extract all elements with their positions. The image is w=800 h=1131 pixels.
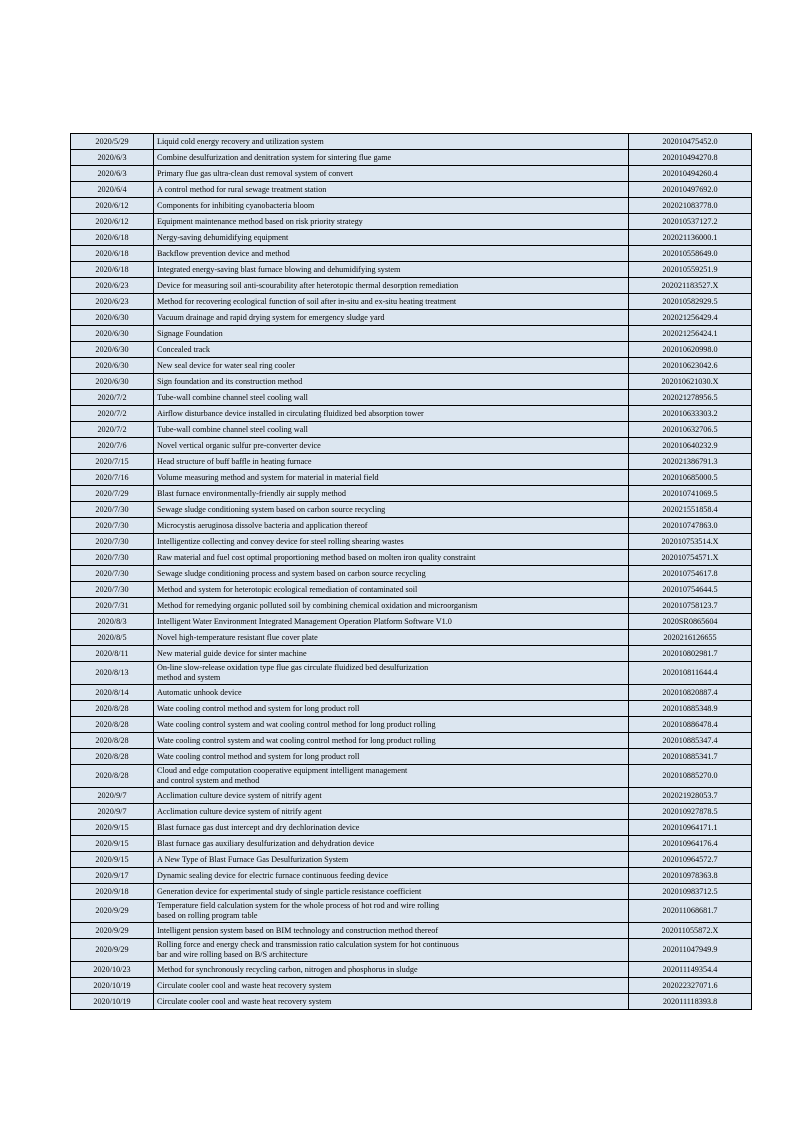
cell-title: Sewage sludge conditioning system based on carbon source recycling — [154, 502, 629, 518]
cell-date: 2020/7/30 — [71, 550, 154, 566]
cell-title: Tube-wall combine channel steel cooling wall — [154, 390, 629, 406]
cell-date: 2020/9/29 — [71, 900, 154, 923]
cell-application-number: 202010621030.X — [629, 374, 752, 390]
table-row — [71, 278, 752, 294]
cell-title: Wate cooling control system and wat cooling control method for long product rolling — [154, 717, 629, 733]
cell-title: Intelligent pension system based on BIM technology and construction method thereof — [154, 923, 629, 939]
cell-date: 2020/9/18 — [71, 884, 154, 900]
cell-application-number: 2020SR0865604 — [629, 614, 752, 630]
table-row — [71, 923, 752, 939]
cell-application-number: 202021278956.5 — [629, 390, 752, 406]
cell-application-number: 202010758123.7 — [629, 598, 752, 614]
cell-application-number: 202010623042.6 — [629, 358, 752, 374]
cell-date: 2020/6/18 — [71, 230, 154, 246]
table-row — [71, 438, 752, 454]
cell-date: 2020/7/29 — [71, 486, 154, 502]
cell-title: Intelligent Water Environment Integrated Management Operation Platform Software V1.0 — [154, 614, 629, 630]
cell-date: 2020/9/17 — [71, 868, 154, 884]
cell-date: 2020/8/13 — [71, 662, 154, 685]
table-row — [71, 198, 752, 214]
table-row — [71, 701, 752, 717]
cell-title: Blast furnace gas auxiliary desulfurization and dehydration device — [154, 836, 629, 852]
cell-date: 2020/7/6 — [71, 438, 154, 454]
table-row — [71, 939, 752, 962]
cell-date: 2020/6/30 — [71, 326, 154, 342]
table-row — [71, 717, 752, 733]
cell-date: 2020/5/29 — [71, 134, 154, 150]
cell-title: Temperature field calculation system for the whole process of hot rod and wire rolling based on rolling program table — [154, 900, 629, 923]
cell-application-number: 202010964572.7 — [629, 852, 752, 868]
cell-title: Dynamic sealing device for electric furnace continuous feeding device — [154, 868, 629, 884]
cell-application-number: 202010885270.0 — [629, 765, 752, 788]
table-row — [71, 598, 752, 614]
cell-date: 2020/6/12 — [71, 214, 154, 230]
cell-title: Backflow prevention device and method — [154, 246, 629, 262]
cell-application-number: 202010494260.4 — [629, 166, 752, 182]
cell-application-number: 202010620998.0 — [629, 342, 752, 358]
cell-title: Generation device for experimental study of single particle resistance coefficient — [154, 884, 629, 900]
cell-date: 2020/7/30 — [71, 502, 154, 518]
table-row — [71, 470, 752, 486]
cell-title: Blast furnace environmentally-friendly air supply method — [154, 486, 629, 502]
cell-title: Tube-wall combine channel steel cooling wall — [154, 422, 629, 438]
cell-application-number: 202010885347.4 — [629, 733, 752, 749]
cell-title: Head structure of buff baffle in heating furnace — [154, 454, 629, 470]
cell-application-number: 202010964171.1 — [629, 820, 752, 836]
table-row — [71, 422, 752, 438]
cell-date: 2020/7/30 — [71, 534, 154, 550]
table-row — [71, 582, 752, 598]
cell-title: New seal device for water seal ring cooler — [154, 358, 629, 374]
cell-title: Sewage sludge conditioning process and system based on carbon source recycling — [154, 566, 629, 582]
table-row — [71, 182, 752, 198]
cell-date: 2020/6/18 — [71, 246, 154, 262]
table-row — [71, 294, 752, 310]
table-row — [71, 788, 752, 804]
cell-title: Acclimation culture device system of nitrify agent — [154, 788, 629, 804]
table-row — [71, 662, 752, 685]
cell-title: Volume measuring method and system for material in material field — [154, 470, 629, 486]
cell-title: Combine desulfurization and denitration system for sintering flue game — [154, 150, 629, 166]
cell-application-number: 202010558649.0 — [629, 246, 752, 262]
table-row — [71, 358, 752, 374]
cell-title: Novel vertical organic sulfur pre-converter device — [154, 438, 629, 454]
cell-title: Airflow disturbance device installed in circulating fluidized bed absorption tower — [154, 406, 629, 422]
cell-application-number: 202010886478.4 — [629, 717, 752, 733]
cell-date: 2020/9/15 — [71, 836, 154, 852]
table-row — [71, 685, 752, 701]
cell-date: 2020/8/28 — [71, 749, 154, 765]
cell-date: 2020/7/2 — [71, 390, 154, 406]
table-row — [71, 246, 752, 262]
table-row — [71, 614, 752, 630]
table-row — [71, 326, 752, 342]
cell-application-number: 2020216126655 — [629, 630, 752, 646]
cell-date: 2020/8/11 — [71, 646, 154, 662]
table-row — [71, 550, 752, 566]
cell-date: 2020/9/29 — [71, 939, 154, 962]
cell-application-number: 202010747863.0 — [629, 518, 752, 534]
table-row — [71, 994, 752, 1010]
cell-date: 2020/9/29 — [71, 923, 154, 939]
table-row — [71, 486, 752, 502]
cell-title: On-line slow-release oxidation type flue gas circulate fluidized bed desulfurization method and system — [154, 662, 629, 685]
cell-application-number: 202010537127.2 — [629, 214, 752, 230]
cell-application-number: 202021136000.1 — [629, 230, 752, 246]
cell-title: Signage Foundation — [154, 326, 629, 342]
cell-title: Concealed track — [154, 342, 629, 358]
table-row — [71, 502, 752, 518]
cell-application-number: 202022327071.6 — [629, 978, 752, 994]
cell-application-number: 202010802981.7 — [629, 646, 752, 662]
cell-title: Method and system for heterotopic ecological remediation of contaminated soil — [154, 582, 629, 598]
cell-application-number: 202010640232.9 — [629, 438, 752, 454]
cell-title: Primary flue gas ultra-clean dust removal system of convert — [154, 166, 629, 182]
cell-title: Acclimation culture device system of nitrify agent — [154, 804, 629, 820]
cell-date: 2020/9/7 — [71, 804, 154, 820]
cell-date: 2020/8/28 — [71, 701, 154, 717]
cell-application-number: 202021551858.4 — [629, 502, 752, 518]
table-row — [71, 518, 752, 534]
table-row — [71, 852, 752, 868]
table-row — [71, 820, 752, 836]
cell-application-number: 202010494270.8 — [629, 150, 752, 166]
cell-application-number: 202021386791.3 — [629, 454, 752, 470]
cell-application-number: 202010927878.5 — [629, 804, 752, 820]
patent-table — [70, 133, 752, 1010]
cell-title: Intelligentize collecting and convey device for steel rolling shearing wastes — [154, 534, 629, 550]
cell-title: Integrated energy-saving blast furnace blowing and dehumidifying system — [154, 262, 629, 278]
cell-title: Nergy-saving dehumidifying equipment — [154, 230, 629, 246]
table-row — [71, 390, 752, 406]
cell-date: 2020/8/28 — [71, 717, 154, 733]
table-row — [71, 978, 752, 994]
cell-date: 2020/8/28 — [71, 765, 154, 788]
cell-title: Method for synchronously recycling carbon, nitrogen and phosphorus in sludge — [154, 962, 629, 978]
cell-application-number: 202010754571.X — [629, 550, 752, 566]
table-row — [71, 868, 752, 884]
cell-date: 2020/7/2 — [71, 406, 154, 422]
cell-application-number: 202010885348.9 — [629, 701, 752, 717]
table-row — [71, 765, 752, 788]
cell-application-number: 202010753514.X — [629, 534, 752, 550]
cell-title: Sign foundation and its construction method — [154, 374, 629, 390]
table-row — [71, 374, 752, 390]
table-row — [71, 534, 752, 550]
cell-title: New material guide device for sinter machine — [154, 646, 629, 662]
cell-application-number: 202010964176.4 — [629, 836, 752, 852]
cell-date: 2020/6/30 — [71, 310, 154, 326]
cell-date: 2020/8/5 — [71, 630, 154, 646]
cell-application-number: 202021256429.4 — [629, 310, 752, 326]
cell-date: 2020/8/3 — [71, 614, 154, 630]
cell-title: A control method for rural sewage treatment station — [154, 182, 629, 198]
table-row — [71, 962, 752, 978]
cell-date: 2020/6/30 — [71, 358, 154, 374]
cell-date: 2020/9/7 — [71, 788, 154, 804]
cell-date: 2020/6/3 — [71, 166, 154, 182]
cell-title: Rolling force and energy check and transmission ratio calculation system for hot continuous bar and wire rolling based on B/S architecture — [154, 939, 629, 962]
cell-date: 2020/10/19 — [71, 994, 154, 1010]
cell-title: Method for remedying organic polluted soil by combining chemical oxidation and microorganism — [154, 598, 629, 614]
cell-title: Method for recovering ecological function of soil after in-situ and ex-situ heating treatment — [154, 294, 629, 310]
cell-title: A New Type of Blast Furnace Gas Desulfurization System — [154, 852, 629, 868]
cell-date: 2020/10/19 — [71, 978, 154, 994]
cell-application-number: 202010754644.5 — [629, 582, 752, 598]
cell-application-number: 202021083778.0 — [629, 198, 752, 214]
patent-table-body — [71, 134, 752, 1010]
cell-application-number: 202010497692.0 — [629, 182, 752, 198]
cell-date: 2020/10/23 — [71, 962, 154, 978]
cell-date: 2020/7/30 — [71, 566, 154, 582]
table-row — [71, 749, 752, 765]
cell-application-number: 202010741069.5 — [629, 486, 752, 502]
table-row — [71, 733, 752, 749]
table-row — [71, 214, 752, 230]
table-row — [71, 630, 752, 646]
cell-application-number: 202011068681.7 — [629, 900, 752, 923]
table-row — [71, 230, 752, 246]
cell-date: 2020/9/15 — [71, 852, 154, 868]
cell-title: Equipment maintenance method based on risk priority strategy — [154, 214, 629, 230]
cell-application-number: 202011055872.X — [629, 923, 752, 939]
cell-title: Cloud and edge computation cooperative equipment intelligent management and control system and method — [154, 765, 629, 788]
cell-application-number: 202010811644.4 — [629, 662, 752, 685]
cell-date: 2020/6/23 — [71, 294, 154, 310]
cell-title: Raw material and fuel cost optimal proportioning method based on molten iron quality constraint — [154, 550, 629, 566]
table-row — [71, 646, 752, 662]
cell-title: Circulate cooler cool and waste heat recovery system — [154, 994, 629, 1010]
table-row — [71, 804, 752, 820]
cell-application-number: 202010632706.5 — [629, 422, 752, 438]
table-row — [71, 566, 752, 582]
table-row — [71, 836, 752, 852]
cell-application-number: 202010820887.4 — [629, 685, 752, 701]
cell-title: Blast furnace gas dust intercept and dry dechlorination device — [154, 820, 629, 836]
cell-application-number: 202010475452.0 — [629, 134, 752, 150]
cell-date: 2020/6/23 — [71, 278, 154, 294]
cell-date: 2020/8/28 — [71, 733, 154, 749]
table-row — [71, 166, 752, 182]
table-row — [71, 342, 752, 358]
cell-application-number: 202011047949.9 — [629, 939, 752, 962]
table-row — [71, 262, 752, 278]
table-row — [71, 150, 752, 166]
table-row — [71, 884, 752, 900]
table-row — [71, 310, 752, 326]
cell-title: Components for inhibiting cyanobacteria bloom — [154, 198, 629, 214]
cell-title: Novel high-temperature resistant flue cover plate — [154, 630, 629, 646]
cell-date: 2020/7/30 — [71, 582, 154, 598]
cell-title: Liquid cold energy recovery and utilization system — [154, 134, 629, 150]
cell-application-number: 202010983712.5 — [629, 884, 752, 900]
cell-application-number: 202011149354.4 — [629, 962, 752, 978]
cell-title: Automatic unhook device — [154, 685, 629, 701]
cell-date: 2020/8/14 — [71, 685, 154, 701]
patent-table-container — [70, 133, 730, 1010]
cell-application-number: 202021256424.1 — [629, 326, 752, 342]
cell-date: 2020/6/18 — [71, 262, 154, 278]
cell-date: 2020/7/30 — [71, 518, 154, 534]
cell-title: Wate cooling control method and system for long product roll — [154, 701, 629, 717]
cell-date: 2020/7/2 — [71, 422, 154, 438]
table-row — [71, 134, 752, 150]
cell-date: 2020/6/30 — [71, 342, 154, 358]
cell-application-number: 202011118393.8 — [629, 994, 752, 1010]
cell-application-number: 202010559251.9 — [629, 262, 752, 278]
cell-date: 2020/6/4 — [71, 182, 154, 198]
cell-title: Vacuum drainage and rapid drying system for emergency sludge yard — [154, 310, 629, 326]
cell-date: 2020/9/15 — [71, 820, 154, 836]
cell-date: 2020/7/15 — [71, 454, 154, 470]
cell-date: 2020/6/30 — [71, 374, 154, 390]
table-row — [71, 406, 752, 422]
cell-title: Circulate cooler cool and waste heat recovery system — [154, 978, 629, 994]
table-row — [71, 454, 752, 470]
cell-application-number: 202010978363.8 — [629, 868, 752, 884]
cell-title: Wate cooling control system and wat cooling control method for long product rolling — [154, 733, 629, 749]
cell-date: 2020/7/16 — [71, 470, 154, 486]
cell-title: Wate cooling control method and system for long product roll — [154, 749, 629, 765]
cell-application-number: 202010885341.7 — [629, 749, 752, 765]
table-row — [71, 900, 752, 923]
cell-application-number: 202010685000.5 — [629, 470, 752, 486]
cell-date: 2020/6/3 — [71, 150, 154, 166]
cell-application-number: 202021928053.7 — [629, 788, 752, 804]
cell-date: 2020/7/31 — [71, 598, 154, 614]
cell-application-number: 202010582929.5 — [629, 294, 752, 310]
cell-application-number: 202010754617.8 — [629, 566, 752, 582]
cell-title: Microcystis aeruginosa dissolve bacteria and application thereof — [154, 518, 629, 534]
cell-title: Device for measuring soil anti-scourability after heterotopic thermal desorption remediation — [154, 278, 629, 294]
cell-application-number: 202021183527.X — [629, 278, 752, 294]
cell-date: 2020/6/12 — [71, 198, 154, 214]
cell-application-number: 202010633303.2 — [629, 406, 752, 422]
